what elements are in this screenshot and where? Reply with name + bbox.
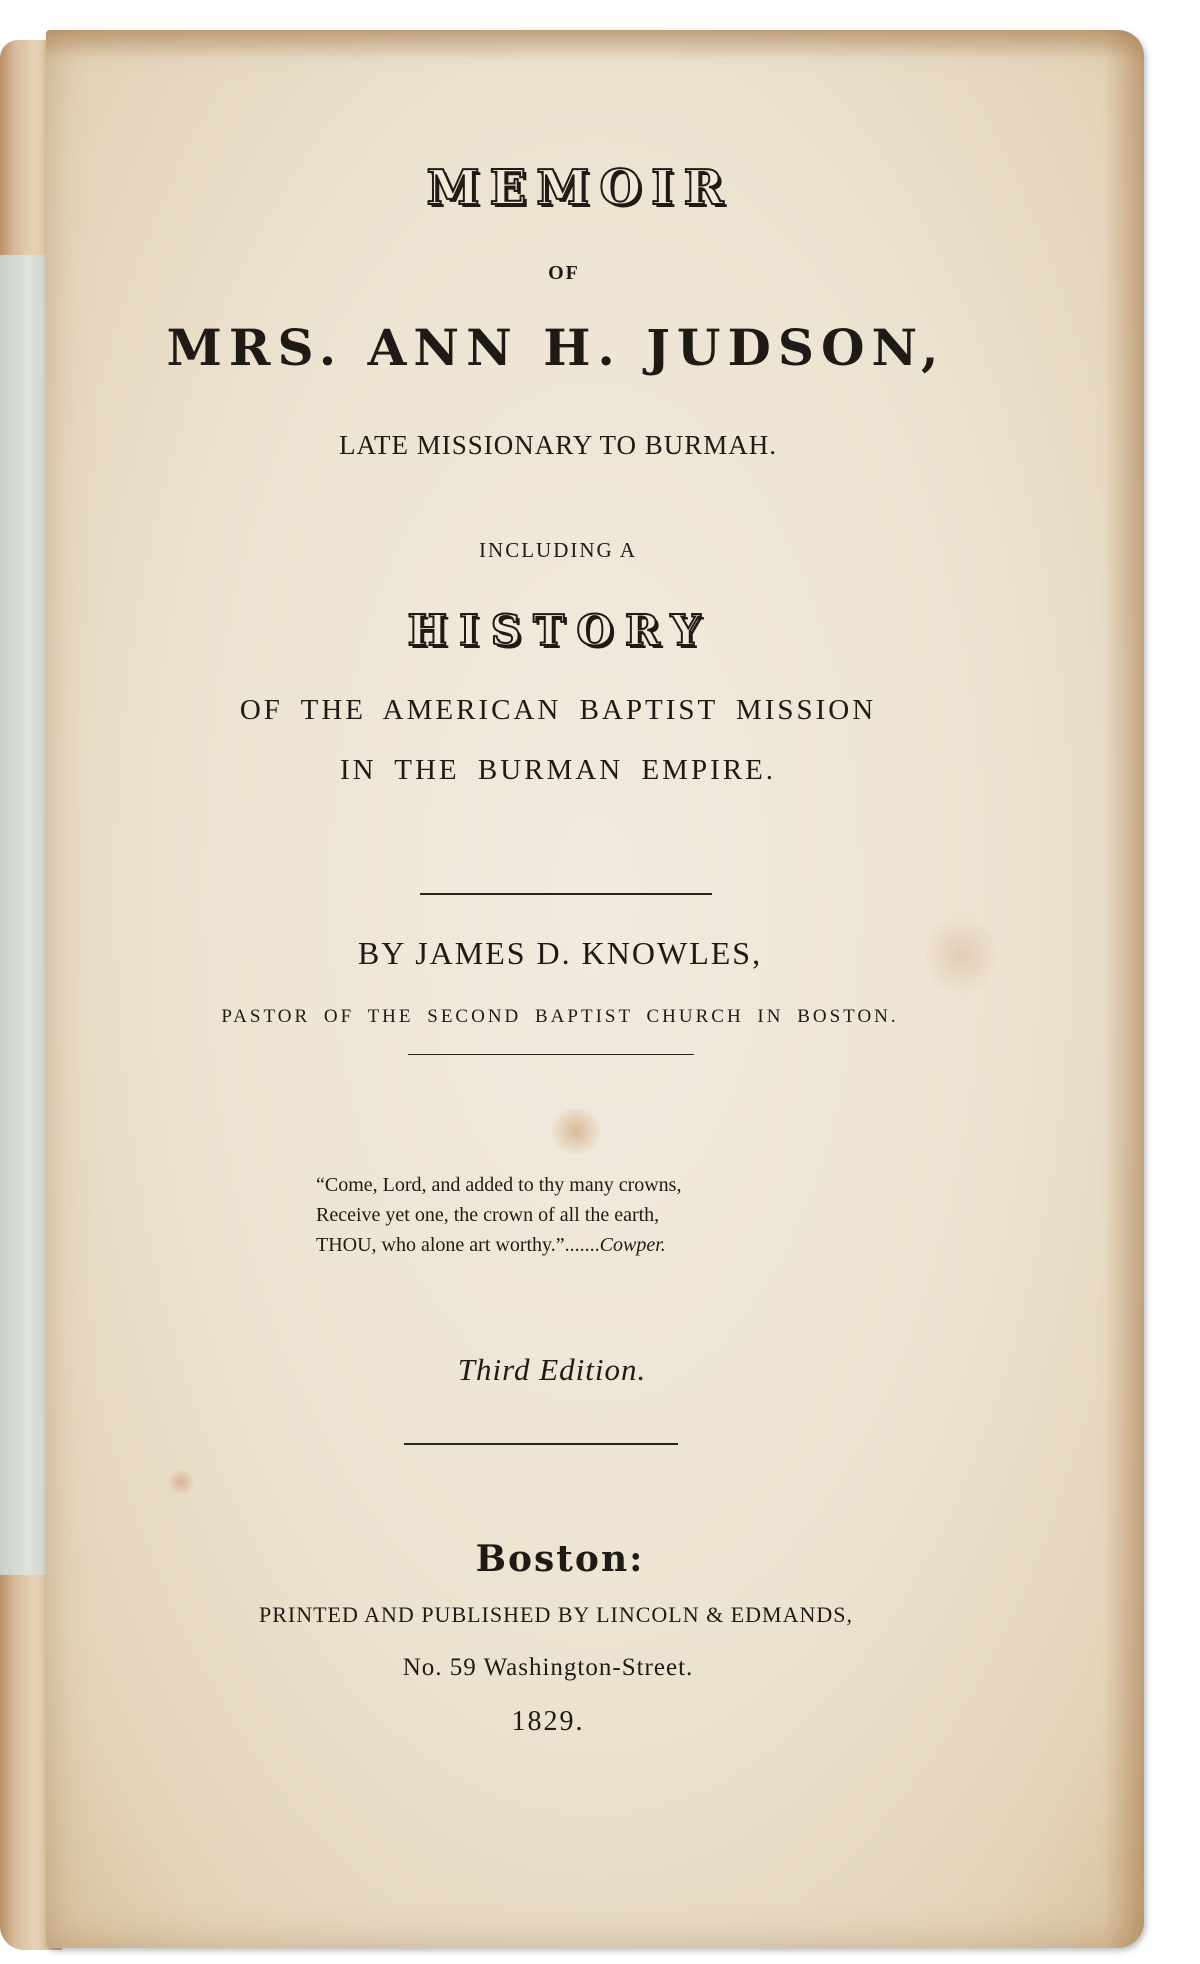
history-subtitle-line1: OF THE AMERICAN BAPTIST MISSION (239, 694, 877, 726)
epigraph (316, 1170, 681, 1260)
title-of: OF (548, 262, 580, 284)
epigraph-line: “Come, Lord, and added to thy many crowns, (316, 1174, 682, 1196)
edition-statement: Third Edition. (457, 1352, 647, 1387)
epigraph-line: THOU, who alone art worthy.”....... (316, 1234, 600, 1256)
author-line: BY JAMES D. KNOWLES, (357, 935, 763, 971)
epigraph-attribution: Cowper. (599, 1234, 666, 1256)
foxing-stain (166, 1470, 196, 1494)
imprint-publisher: PRINTED AND PUBLISHED BY LINCOLN & EDMANDS, (258, 1602, 854, 1627)
imprint-year: 1829. (511, 1706, 585, 1737)
subject-name: MRS. ANN H. JUDSON, (166, 318, 946, 377)
title-memoir: MEMOIR (426, 160, 734, 216)
imprint-place: Boston: (475, 1538, 645, 1580)
history-heading: HISTORY (407, 606, 713, 655)
divider-rule (408, 1054, 694, 1055)
foxing-stain (546, 1108, 606, 1154)
divider-rule (420, 893, 712, 895)
including-line: INCLUDING A (479, 538, 637, 562)
author-title: PASTOR OF THE SECOND BAPTIST CHURCH IN BOSTON. (221, 1006, 899, 1027)
divider-rule (404, 1443, 678, 1445)
epigraph-line: Receive yet one, the crown of all the earth, (316, 1204, 660, 1226)
history-subtitle-line2: IN THE BURMAN EMPIRE. (339, 754, 777, 786)
epigraph-line-last (316, 1230, 681, 1260)
imprint-address: No. 59 Washington-Street. (402, 1654, 694, 1681)
subject-description: LATE MISSIONARY TO BURMAH. (338, 430, 778, 460)
